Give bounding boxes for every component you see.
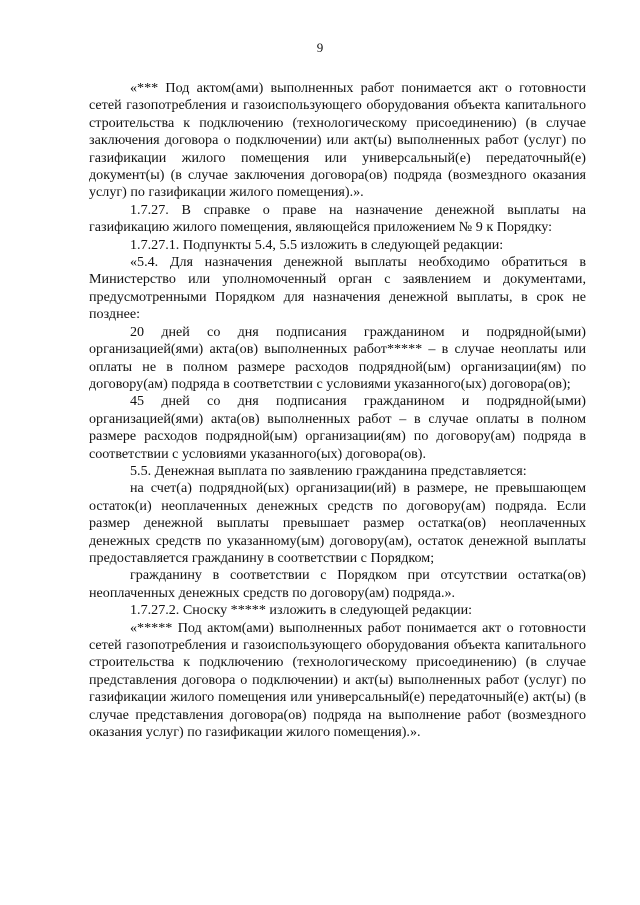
page-number: 9	[316, 40, 324, 55]
clause-1-7-27: 1.7.27. В справке о праве на назначение денежной выплаты на газификацию жилого помещения, являющейся приложением № 9 к Порядку:	[89, 201, 586, 236]
subclause-5-5: 5.5. Денежная выплата по заявлению гражданина представляется:	[130, 462, 527, 479]
subclause-5-4: «5.4. Для назначения денежной выплаты необходимо обратиться в Министерство или уполномоченный орган с заявлением и документами, предусмотренными Порядком для назначения денежной выплаты, в срок не позднее:	[89, 254, 586, 323]
deadline-20-days: 20 дней со дня подписания гражданином и подрядной(ыми) организацией(ями) акта(ов) выполненных работ***** – в случае неоплаты или оплаты не в полном размере расходов подрядной(ым) организации(ям) по договору(ам) подряда в соответствии с условиями указанного(ых) договора(ов);	[89, 323, 586, 392]
footnote-old-text: «*** Под актом(ами) выполненных работ понимается акт о готовности сетей газопотребления и газоиспользующего оборудования объекта капитального строительства к подключению (технологическому присоединению) (в случае заключения договора о подключении) или акт(ы) выполненных работ (услуг) по газификации жилого помещения или универсальный(е) передаточный(е) документ(ы) (в случае заключения договора(ов) подряда (возмездного оказания услуг) по газификации жилого помещения).».	[89, 80, 586, 201]
clause-1-7-27-1: 1.7.27.1. Подпункты 5.4, 5.5 изложить в следующей редакции:	[130, 236, 504, 253]
clause-1-7-27-2: 1.7.27.2. Сноску ***** изложить в следующей редакции:	[130, 602, 473, 619]
payment-to-contractor: на счет(а) подрядной(ых) организации(ий) в размере, не превышающем остаток(и) неоплаченных денежных средств по договору(ам) подряда. Если размер денежной выплаты превышает размер остатка(ов) неоплаченных денежных средств по указанному(ым) договору(ам), остаток денежной выплаты предоставляется гражданину в соответствии с Порядком;	[89, 480, 586, 566]
footnote-new-text: «***** Под актом(ами) выполненных работ понимается акт о готовности сетей газопотребления и газоиспользующего оборудования объекта капитального строительства к подключению (технологическому присоединению) (в случае представления договора о подключении) и акт(ы) выполненных работ (услуг) по газификации жилого помещения или универсальный(е) передаточный(е) акт(ы) (в случае представления договора(ов) подряда на выполнение работ (возмездного оказания услуг) по газификации жилого помещения).».	[89, 619, 586, 741]
document-body	[89, 80, 586, 741]
deadline-45-days: 45 дней со дня подписания гражданином и подрядной(ыми) организацией(ями) акта(ов) выполненных работ – в случае оплаты в полном размере расходов подрядной(ым) организации(ям) по договору(ам) подряда в соответствии с условиями указанного(ых) договора(ов).	[89, 393, 586, 462]
payment-to-citizen: гражданину в соответствии с Порядком при отсутствии остатка(ов) неоплаченных денежных средств по договору(ам) подряда.».	[89, 567, 586, 601]
